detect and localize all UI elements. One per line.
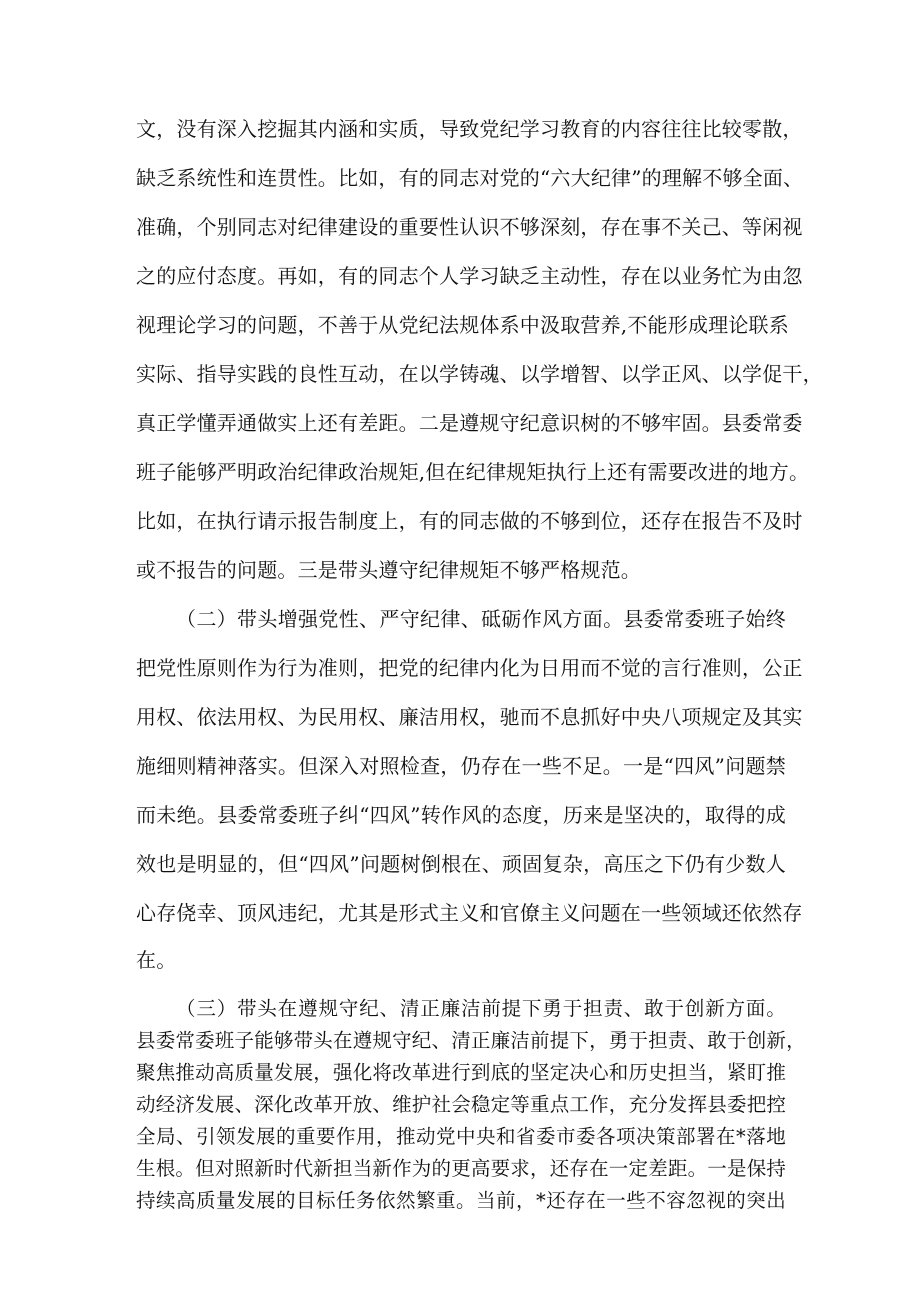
text-line: 心存侥幸、顶风违纪，尤其是形式主义和官僚主义问题在一些领域还依然存 (136, 901, 803, 925)
text-line: 县委常委班子能够带头在遵规守纪、清正廉洁前提下，勇于担责、敢于创新， (136, 1029, 806, 1052)
text-line: 准确，个别同志对纪律建设的重要性认识不够深刻，存在事不关己、等闲视 (136, 215, 803, 239)
section-3-heading-line: （三）带头在遵规守纪、清正廉洁前提下勇于担责、敢于创新方面。 (176, 997, 786, 1020)
text-line: 持续高质量发展的目标任务依然繁重。当前，*还存在一些不容忽视的突出 (136, 1189, 786, 1212)
text-line: 用权、依法用权、为民用权、廉洁用权，驰而不息抓好中央八项规定及其实 (136, 705, 803, 729)
text-line: 比如，在执行请示报告制度上，有的同志做的不够到位，还存在报告不及时 (136, 509, 803, 533)
section-2-heading-line: （二）带头增强党性、严守纪律、砥砺作风方面。县委常委班子始终 (176, 607, 786, 631)
text-line: 动经济发展、深化改革开放、维护社会稳定等重点工作，充分发挥县委把控 (136, 1093, 787, 1116)
text-line: 视理论学习的问题，不善于从党纪法规体系中汲取营养,不能形成理论联系 (136, 313, 789, 337)
text-line: 而未绝。县委常委班子纠“四风”转作风的态度，历来是坚决的，取得的成 (136, 803, 786, 827)
text-line: 真正学懂弄通做实上还有差距。二是遵规守纪意识树的不够牢固。县委常委 (136, 411, 803, 435)
text-line: 在。 (136, 948, 177, 972)
text-line: 生根。但对照新时代新担当新作为的更高要求，还存在一定差距。一是保持 (136, 1157, 787, 1180)
text-line: 缺乏系统性和连贯性。比如，有的同志对党的“六大纪律”的理解不够全面、 (136, 166, 804, 190)
text-line: 施细则精神落实。但深入对照检查，仍存在一些不足。一是“四风”问题禁 (136, 754, 786, 778)
text-line: 之的应付态度。再如，有的同志个人学习缺乏主动性，存在以业务忙为由忽 (136, 264, 803, 288)
text-line: 实际、指导实践的良性互动，在以学铸魂、以学增智、以学正风、以学促干， (136, 362, 823, 386)
text-line: 效也是明显的，但“四风”问题树倒根在、顽固复杂，高压之下仍有少数人 (136, 852, 786, 876)
text-line: 或不报告的问题。三是带头遵守纪律规矩不够严格规范。 (136, 558, 641, 582)
text-line: 班子能够严明政治纪律政治规矩,但在纪律规矩执行上还有需要改进的地方。 (136, 460, 810, 484)
text-line: 把党性原则作为行为准则，把党的纪律内化为日用而不觉的言行准则，公正 (136, 656, 803, 680)
text-line: 文，没有深入挖掘其内涵和实质，导致党纪学习教育的内容往往比较零散， (136, 117, 803, 141)
text-line: 全局、引领发展的重要作用，推动党中央和省委市委各项决策部署在*落地 (136, 1125, 786, 1148)
text-line: 聚焦推动高质量发展，强化将改革进行到底的坚定决心和历史担当，紧盯推 (136, 1061, 787, 1084)
